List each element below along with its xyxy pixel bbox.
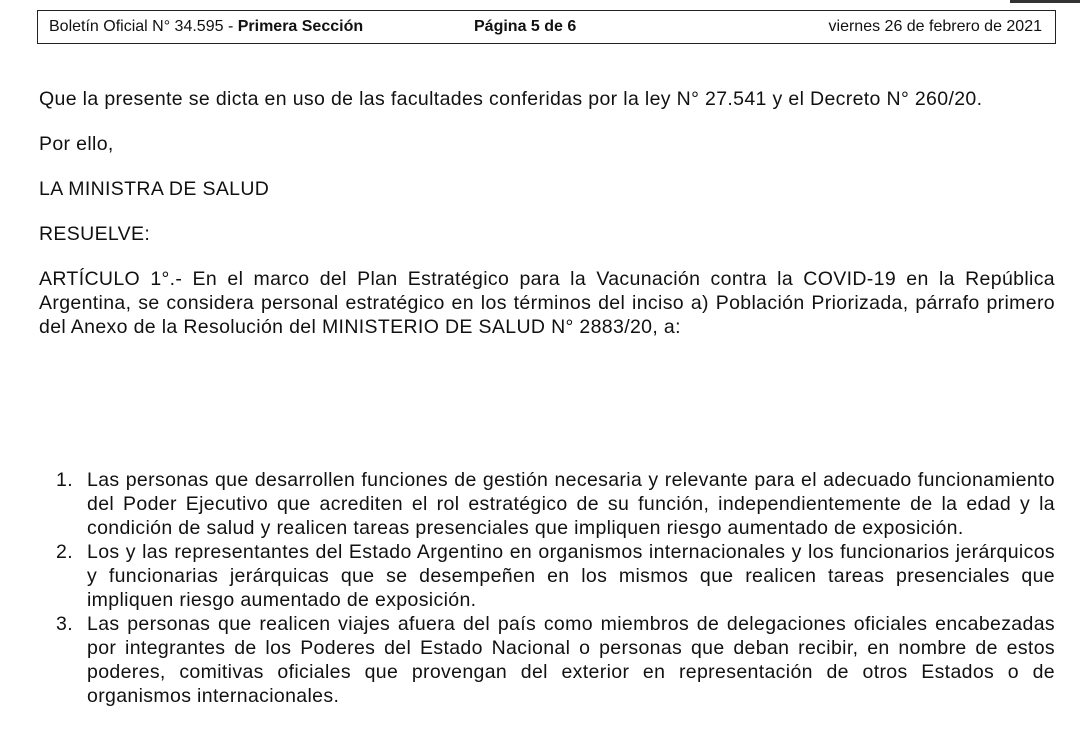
list-item [39,468,1055,540]
list-item-text: Las personas que desarrollen funciones de gestión necesaria y relevante para el adecuado funcionamiento del Poder Ejecutivo que acrediten el rol estratégico de su función, independientemente de la edad y la condición de salud y realicen tareas presenciales que impliquen riesgo aumentado de exposición. [87,469,1055,539]
document-body [39,87,1055,339]
page-corner-mark [1010,0,1080,3]
page-header [37,10,1056,44]
list-item-number: 3. [56,613,73,635]
paragraph-authority: LA MINISTRA DE SALUD [39,178,270,200]
article-1: ARTÍCULO 1°.- En el marco del Plan Estratégico para la Vacunación contra la COVID-19 en la República Argentina, se considera personal estratégico en los términos del inciso a) Población Priorizada, párrafo primero del Anexo de la Resolución del MINISTERIO DE SALUD N° 2883/20, a: [39,268,1055,338]
header-publication [49,18,363,36]
list-item-text: Los y las representantes del Estado Argentino en organismos internacionales y los funcionarios jerárquicos y funcionarias jerárquicas que se desempeñen en los mismos que realicen tareas presenciales que impliquen riesgo aumentado de exposición. [87,541,1055,611]
paragraph-resuelve: RESUELVE: [39,223,151,245]
list-item-number: 2. [56,541,73,563]
header-section: Primera Sección [237,18,364,35]
list-item [39,612,1055,708]
header-date: viernes 26 de febrero de 2021 [828,18,1042,35]
list-item [39,540,1055,612]
paragraph-por-ello: Por ello, [39,133,114,155]
header-publication-number: Boletín Oficial N° 34.595 - [49,18,238,35]
list-item-text: Las personas que realicen viajes afuera del país como miembros de delegaciones oficiales encabezadas por integrantes de los Poderes del Estado Nacional o personas que deban recibir, en nombre de estos poderes, comitivas oficiales que provengan del exterior en representación de otros Estados o de organismos internacionales. [87,613,1055,707]
list-item-number: 1. [56,469,73,491]
paragraph-considerando: Que la presente se dicta en uso de las facultades conferidas por la ley N° 27.541 y el Decreto N° 260/20. [39,88,983,110]
header-page-number: Página 5 de 6 [474,18,577,35]
personnel-list [39,468,1055,708]
